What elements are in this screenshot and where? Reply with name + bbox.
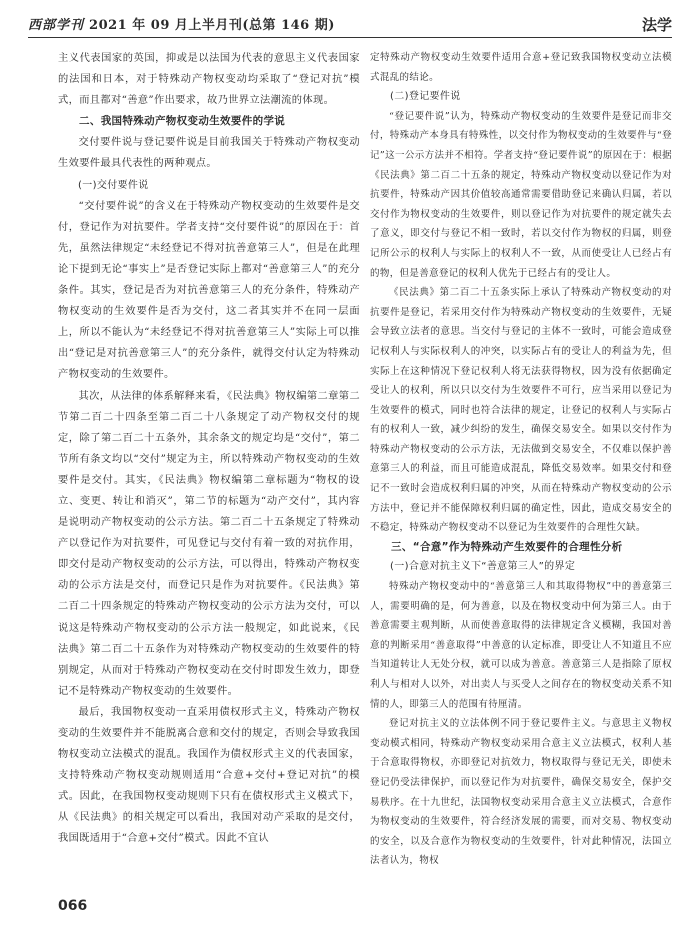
- body-paragraph: 交付要件说与登记要件说是目前我国关于特殊动产物权变动生效要件最具代表性的两种观点。: [58, 136, 360, 170]
- page-number: 066: [58, 898, 88, 914]
- section-label: 法学: [641, 16, 672, 34]
- section-heading: 三、“合意”作为特殊动产生效要件的合理性分析: [391, 540, 623, 553]
- subsection-heading: (一)合意对抗主义下“善意第三人”的界定: [390, 561, 576, 573]
- body-paragraph: 最后，我国物权变动一直采用债权形式主义，特殊动产物权变动的生效要件并不能脱离合意和交付的规定，否则会导致我国物权变动立法模式的混乱。我国作为债权形式主义的代表国家，支持特殊动产物权变动规则适用“合意+交付+登记对抗”的模式。因此，在我国物权变动规则下只有在债权形式主义模式下，从《民法典》的相关规定可以看出，我国对动产采取的是交付，我国既适用于“合意+交付”模式。因此不宜认: [58, 705, 360, 845]
- left-column: [58, 48, 360, 888]
- body-paragraph: 特殊动产物权变动中的“善意第三人和其取得物权”中的善意第三人，需要明确的是，何为善意，以及在物权变动中何为第三人。由于善意需要主观判断，从而使善意取得的法律规定含义模糊，我国对善意的判断采用“善意取得”中善意的认定标准，即受让人不知道且不应当知道转让人无处分权，就可以成为善意。善意第三人是指除了原权利人与相对人以外，对出卖人与买受人之间存在的物权变动关系不知情的人，即第三人的范围有待厘清。: [370, 581, 672, 710]
- body-paragraph: 登记对抗主义的立法体例不同于登记要件主义。与意思主义物权变动模式相同，特殊动产物权变动采用合意主义立法模式，权利人基于合意取得物权，亦即登记对抗效力，物权取得与登记无关，即使未登记仍受法律保护，而以登记作为对抗要件，确保交易安全，保护交易秩序。在十九世纪，法国物权变动采用合意主义立法模式，合意作为物权变动的生效要件，符合经济发展的需要，而对交易、物权变动的安全，以及合意作为物权变动的生效要件，针对此种情况，法国立法者认为，物权: [370, 718, 672, 867]
- body-paragraph: 其次，从法律的体系解释来看，《民法典》物权编第二章第二节第二百二十四条至第二百二十八条规定了动产物权交付的规定，除了第二百二十五条外，其余条文的规定均是“交付”，第二节所有条文均以“交付”规定为主，所以特殊动产物权变动的生效要件是交付。其实，《民法典》物权编第二章标题为“物权的设立、变更、转让和消灭”，第二节的标题为“动产交付”，其内容是说明动产物权变动的公示方法。第二百二十五条规定了特殊动产以登记作为对抗要件，可见登记与交付有着一致的对抗作用，即交付是动产物权变动的公示方法，可以得出，特殊动产物权变动的公示方法是交付，而登记只是作为对抗要件。《民法典》第二百二十四条规定的特殊动产物权变动的公示方法为交付，可以说这是特殊动产物权变动的公示方法一般规定，如此说来，《民法典》第二百二十五条作为对特殊动产物权变动的生效要件的特别规定，从而对于特殊动产物权变动在交付时即发生效力，即登记不是特殊动产物权变动的生效要件。: [58, 389, 360, 697]
- subsection-heading: (二)登记要件说: [390, 91, 461, 103]
- journal-issue-info: 2021 年 09 月上半月刊(总第 146 期): [89, 18, 335, 33]
- body-paragraph: 《民法典》第二百二十五条实际上承认了特殊动产物权变动的对抗要件是登记，若采用交付作为特殊动产物权变动的生效要件，无疑会导致立法者的意思。当交付与登记的主体不一致时，可能会造成登记权利人与实际权利人的冲突，以实际占有的受让人的利益为先，但实际上在这种情况下登记权利人将无法获得物权，因为没有依据确定受让人的权利，所以只以交付为生效要件不可行，应当采用以登记为生效要件的模式，同时也符合法律的规定，让登记的权利人与实际占有的权利人一致，减少纠纷的发生，确保交易安全。如果以交付作为特殊动产物权变动的公示方法，无法做到交易安全，不仅难以保护善意第三人的利益，而且可能造成混乱，降低交易效率。如果交付和登记不一致时会造成权利归属的冲突，从而在特殊动产物权变动的公示方法中，登记并不能保障权利归属的确定性，因此，造成交易安全的不稳定，特殊动产物权变动不以登记为生效要件的合理性欠缺。: [370, 287, 672, 534]
- journal-logo: 西部学刊: [28, 18, 85, 33]
- right-column: [370, 48, 672, 888]
- section-heading: 二、我国特殊动产物权变动生效要件的学说: [79, 115, 286, 128]
- subsection-heading: (一)交付要件说: [78, 179, 149, 191]
- journal-title: [28, 14, 335, 33]
- body-paragraph: “登记要件说”认为，特殊动产物权变动的生效要件是登记而非交付，特殊动产本身具有特殊性，以交付作为物权变动的生效要件与“登记”这一公示方法并不相符。学者支持“登记要件说”的原因在于：根据《民法典》第二百二十五条的规定，特殊动产物权变动以登记作为对抗要件，特殊动产因其价值较高通常需要借助登记来确认归属，若以交付作为物权变动的生效要件，则以登记作为对抗要件的规定就失去了意义，即交付与登记不相一致时，若以交付作为物权的归属，则登记所公示的权利人与实际上的权利人不一致，从而使受让人已经占有的物，但是善意登记的权利人优先于已经占有的受让人。: [370, 110, 672, 279]
- body-paragraph: 主义代表国家的英国，抑或是以法国为代表的意思主义代表国家的法国和日本，对于特殊动产物权变动均采取了“登记对抗”模式，而且都对“善意”作出要求，故乃世界立法潮流的体现。: [58, 52, 360, 107]
- body-paragraph: 定特殊动产物权变动生效要件适用合意+登记致我国物权变动立法模式混乱的结论。: [370, 52, 672, 83]
- body-paragraph: “交付要件说”的含义在于特殊动产物权变动的生效要件是交付，登记作为对抗要件。学者支持“交付要件说”的原因在于：首先，虽然法律规定“未经登记不得对抗善意第三人”，但是在此理论下提到无论“事实上”是否登记实际上都对“善意第三人”的充分条件。其实，登记是否为对抗善意第三人的充分条件，特殊动产物权变动的生效要件是否为交付，这二者其实并不在同一层面上，所以不能认为“未经登记不得对抗善意第三人”实际上可以推出“登记是对抗善意第三人”的充分条件，就得交付认定为特殊动产物权变动的生效要件。: [58, 199, 360, 381]
- page-header: [28, 8, 672, 38]
